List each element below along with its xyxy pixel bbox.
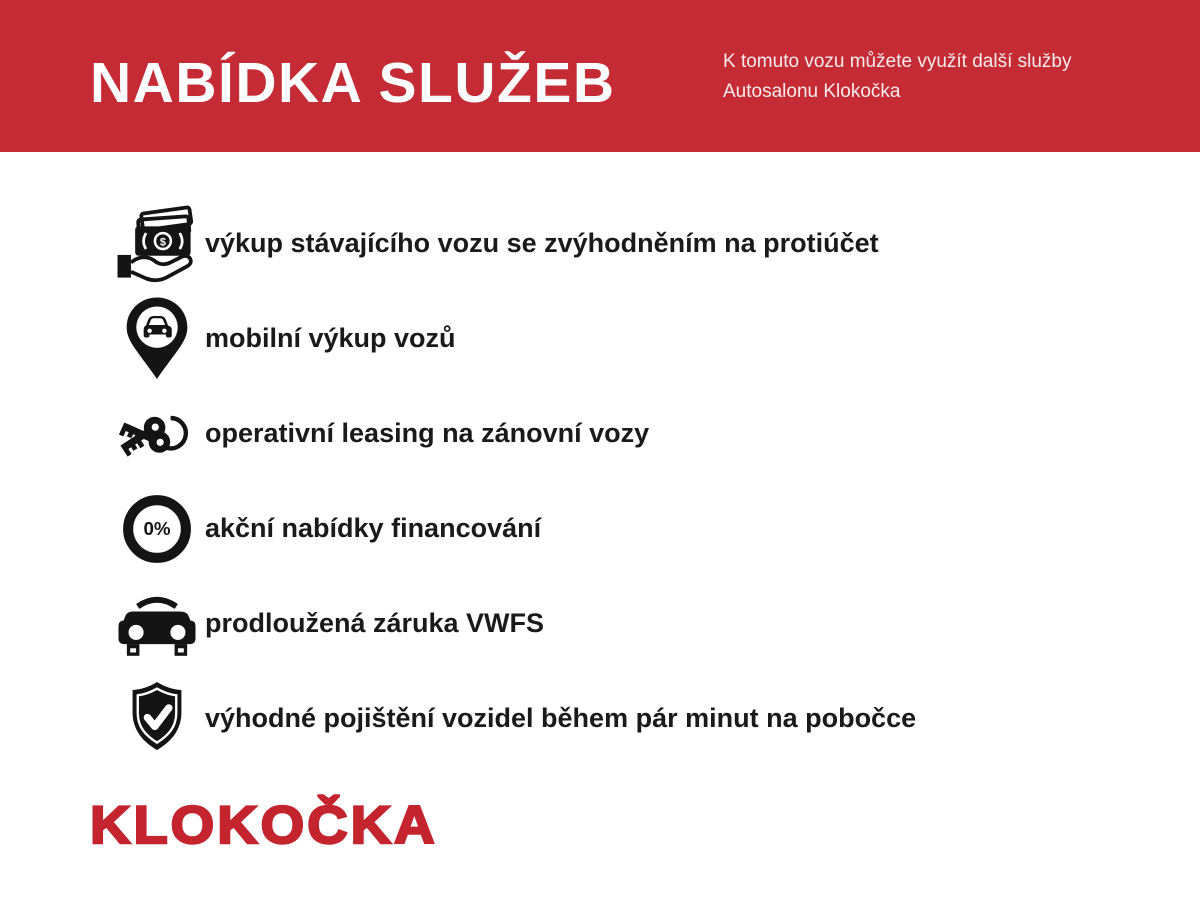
service-row-insurance <box>108 671 1200 766</box>
header-banner <box>0 0 1200 152</box>
service-label: operativní leasing na zánovní vozy <box>205 418 650 448</box>
services-list <box>0 152 1200 766</box>
header-subtitle <box>723 47 1072 107</box>
service-label: akční nabídky financování <box>205 513 542 543</box>
footer <box>0 766 1200 857</box>
car-keys-icon <box>108 390 205 478</box>
service-label: prodloužená záruka VWFS <box>205 608 545 638</box>
service-row-trade-in <box>108 196 1200 291</box>
dollar-glyph: $ <box>159 235 166 248</box>
header-subtitle-line2: Autosalonu Klokočka <box>723 81 901 102</box>
service-label: výhodné pojištění vozidel během pár minut na pobočce <box>205 703 917 733</box>
header-subtitle-line1: K tomuto vozu můžete využít další služby <box>723 51 1072 72</box>
car-location-pin-icon <box>108 295 205 383</box>
zero-percent-badge: 0% <box>142 517 171 539</box>
service-row-financing <box>108 481 1200 576</box>
car-front-icon <box>108 580 205 668</box>
service-label: výkup stávajícího vozu se zvýhodněním na protiúčet <box>205 228 879 258</box>
service-label: mobilní výkup vozů <box>205 323 456 353</box>
service-row-mobile-buyout <box>108 291 1200 386</box>
page-title: NABÍDKA SLUŽEB <box>90 51 616 115</box>
zero-percent-icon <box>108 485 205 573</box>
klokocka-logo: KLOKOČKA <box>90 794 438 855</box>
cash-in-hand-icon <box>108 200 205 288</box>
shield-check-icon <box>108 675 205 763</box>
service-row-warranty <box>108 576 1200 671</box>
service-row-leasing <box>108 386 1200 481</box>
